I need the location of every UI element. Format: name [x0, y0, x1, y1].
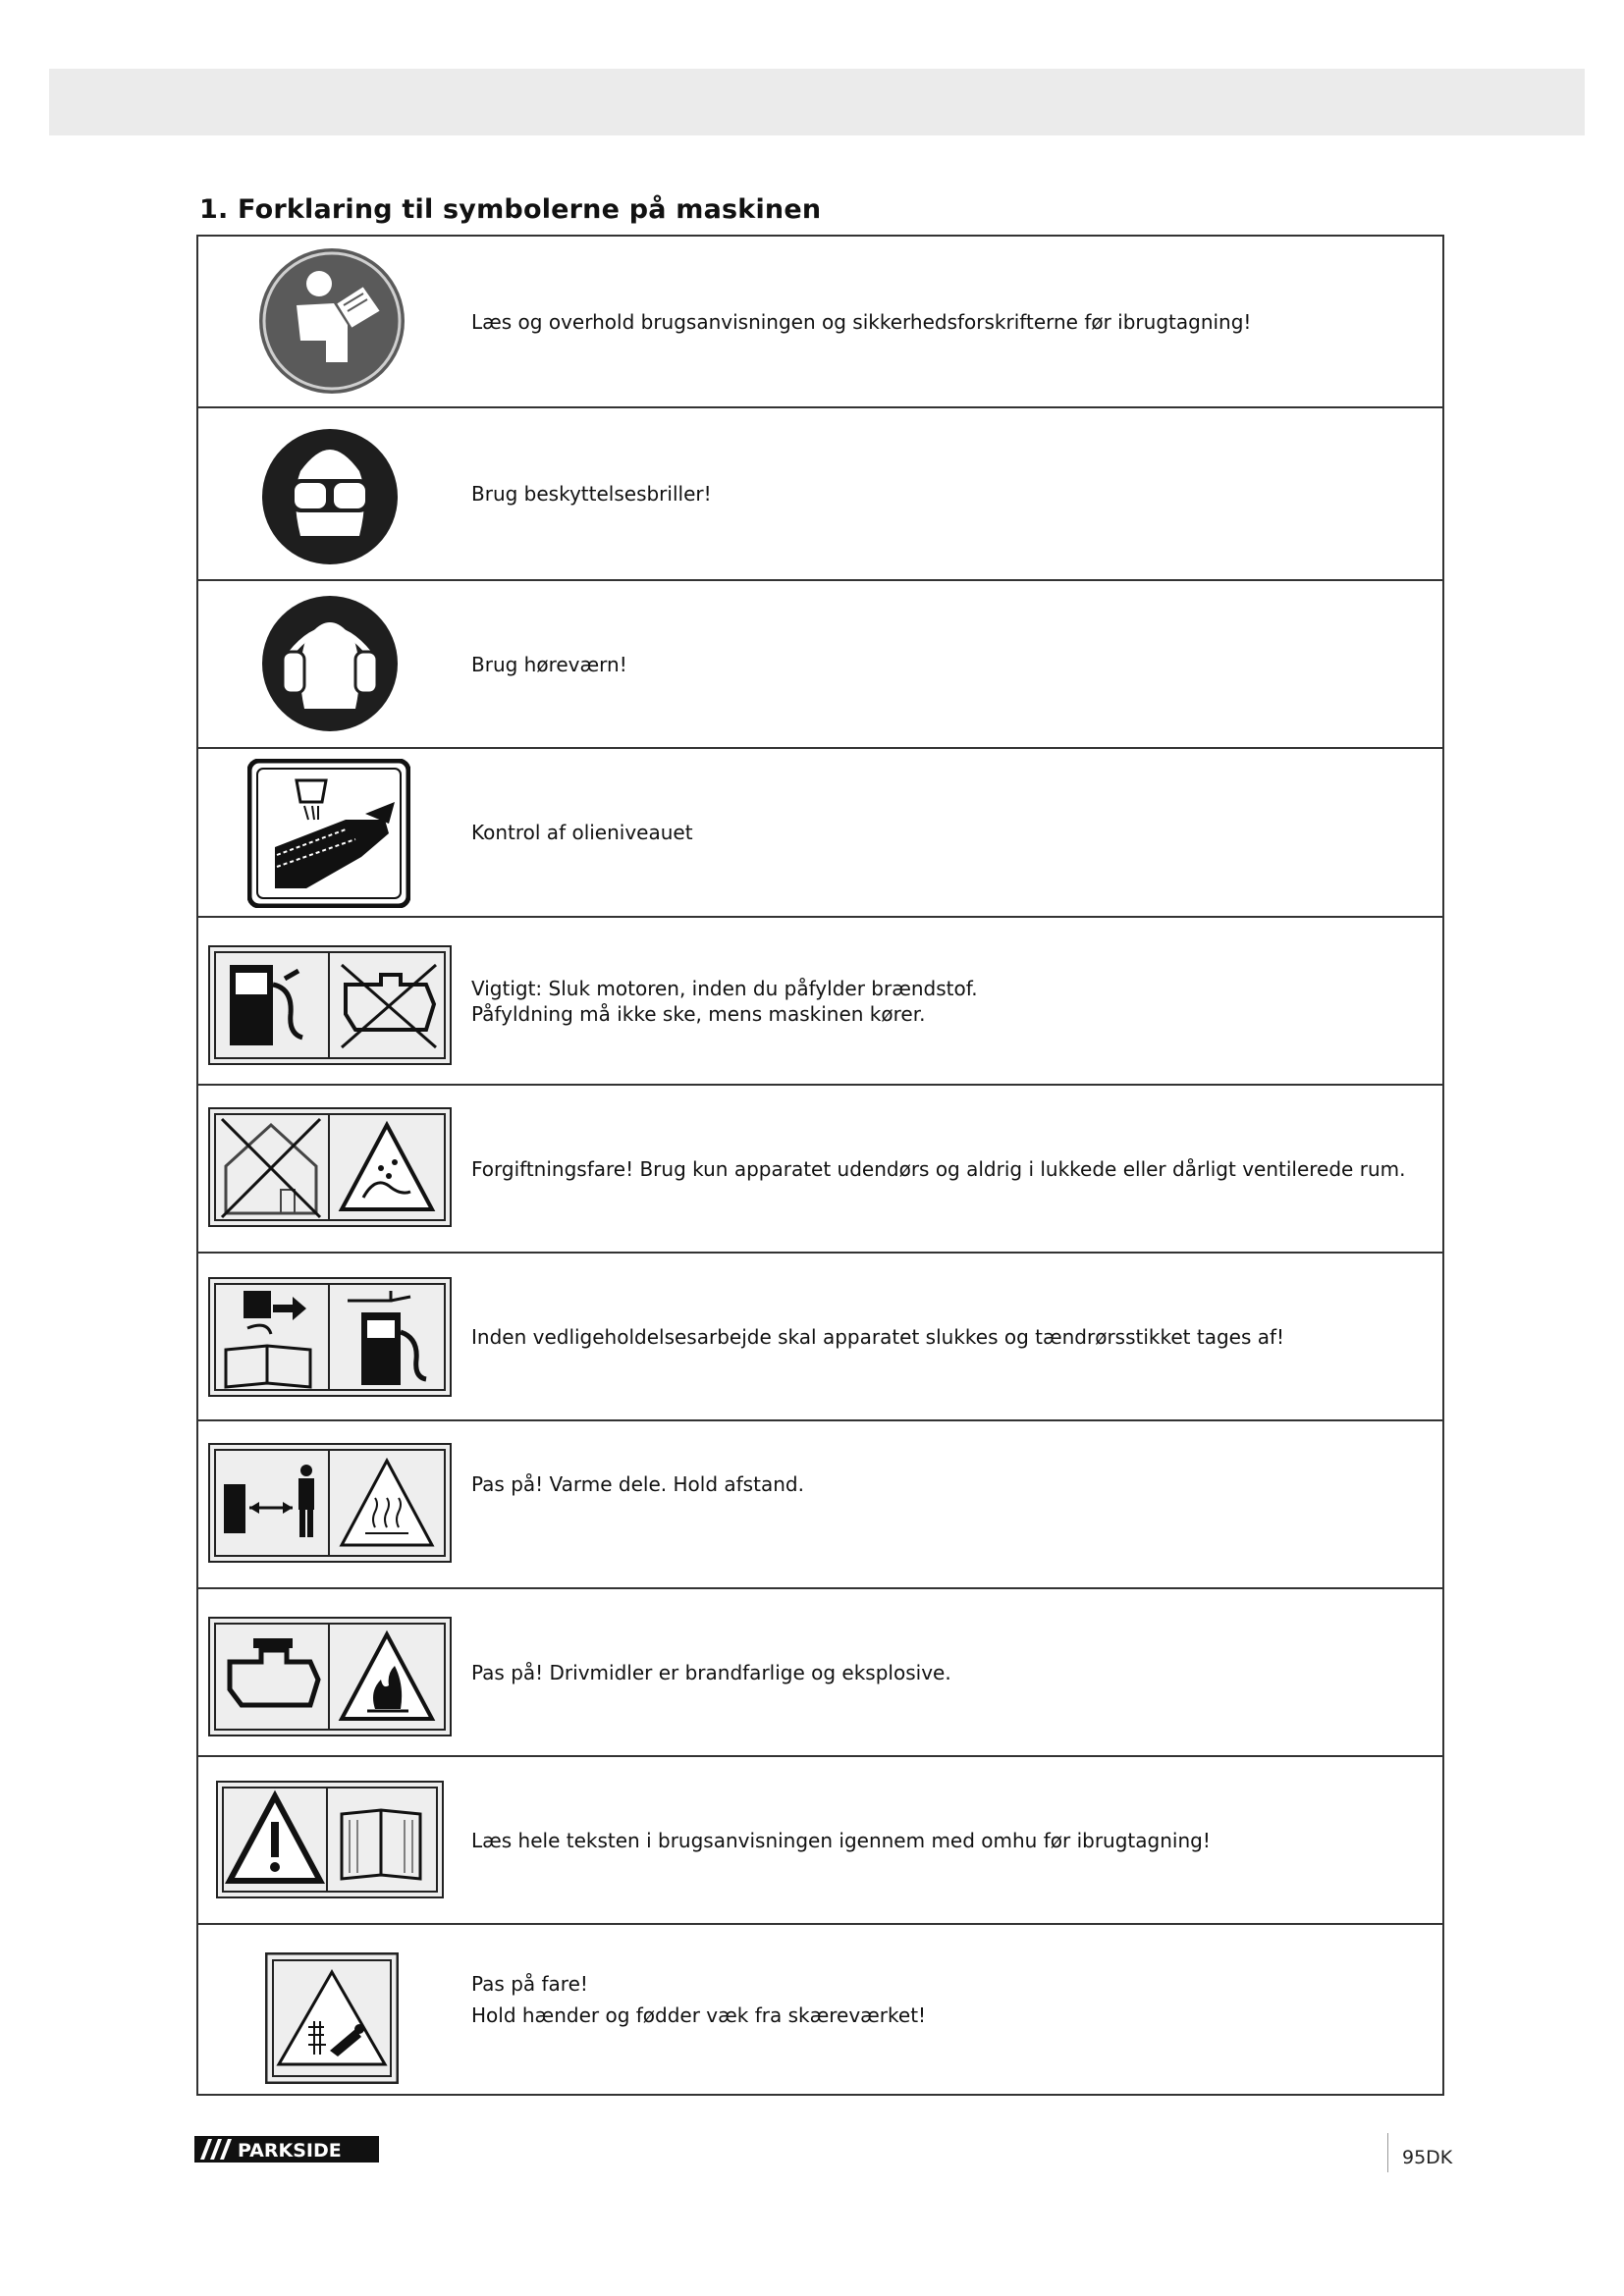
table-row [198, 747, 1442, 916]
row-line: Brug beskyttelsesbriller! [471, 482, 712, 506]
cutting-danger-icon [198, 1925, 463, 2094]
footer-divider [1387, 2133, 1388, 2172]
row-text [471, 237, 1423, 406]
row-line: Pas på! Drivmidler er brandfarlige og eksplosive. [471, 1660, 951, 1684]
table-row [198, 1084, 1442, 1252]
warning-read-manual-icon [198, 1757, 463, 1923]
row-text [471, 1925, 1423, 2094]
read-manual-icon [198, 237, 463, 406]
row-text [471, 1421, 1423, 1587]
row-line: Inden vedligeholdelsesarbejde skal apparatet slukkes og tændrørsstikket tages af! [471, 1324, 1285, 1349]
table-row [198, 1419, 1442, 1587]
oil-level-icon [198, 749, 463, 916]
table-row [198, 1923, 1442, 2094]
row-line: Læs hele teksten i brugsanvisningen igennem med omhu før ibrugtagning! [471, 1828, 1211, 1852]
poisoning-indoor-icon [198, 1086, 463, 1252]
row-text [471, 918, 1423, 1084]
fuel-engine-off-icon [198, 918, 463, 1084]
table-row [198, 406, 1442, 579]
row-line: Brug høreværn! [471, 652, 627, 676]
row-text [471, 749, 1423, 916]
row-line: Kontrol af olieniveauet [471, 821, 693, 844]
page-number: 95DK [1402, 2147, 1453, 2168]
row-text [471, 1086, 1423, 1252]
row-line: Påfyldning må ikke ske, mens maskinen kører. [471, 1001, 926, 1026]
row-line: Vigtigt: Sluk motoren, inden du påfylder brændstof. [471, 976, 978, 1000]
section-heading: 1. Forklaring til symbolerne på maskinen [199, 194, 822, 225]
row-text [471, 581, 1423, 747]
ear-protection-icon [198, 581, 463, 747]
maintenance-spark-plug-icon [198, 1254, 463, 1419]
row-text [471, 1589, 1423, 1755]
top-header-bar [49, 69, 1585, 135]
flammable-fuel-icon [198, 1589, 463, 1755]
row-line: Pas på fare! [471, 1972, 588, 1996]
safety-goggles-icon [198, 408, 463, 579]
table-row [198, 916, 1442, 1084]
row-line: Pas på! Varme dele. Hold afstand. [471, 1472, 804, 1496]
table-row [198, 1755, 1442, 1923]
row-text [471, 408, 1423, 579]
parkside-logo [194, 2136, 379, 2163]
row-text [471, 1254, 1423, 1419]
row-line: Hold hænder og fødder væk fra skæreværket! [471, 2003, 927, 2027]
symbols-table [196, 235, 1444, 2096]
table-row [198, 237, 1442, 406]
row-line: Forgiftningsfare! Brug kun apparatet udendørs og aldrig i lukkede eller dårligt ventilerede rum. [471, 1156, 1406, 1181]
table-row [198, 579, 1442, 747]
row-line: Læs og overhold brugsanvisningen og sikkerhedsforskrifterne før ibrugtagning! [471, 309, 1252, 334]
logo-text: PARKSIDE [238, 2140, 342, 2162]
table-row [198, 1252, 1442, 1419]
row-text [471, 1757, 1423, 1923]
table-row [198, 1587, 1442, 1755]
hot-surface-distance-icon [198, 1421, 463, 1587]
